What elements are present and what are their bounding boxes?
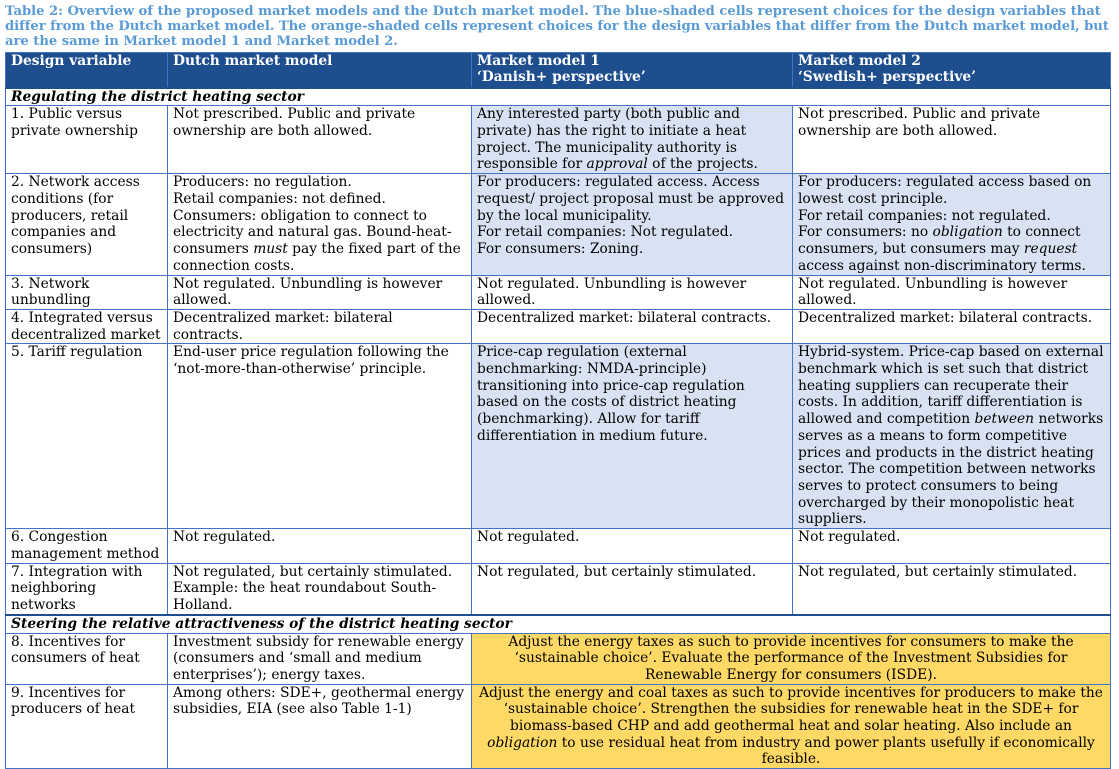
cell-model2: [793, 174, 1111, 275]
table-row: [6, 106, 1111, 174]
cell-model2: Not regulated, but certainly stimulated.: [793, 563, 1111, 615]
cell-dutch: [168, 174, 472, 275]
cell-line: Producers: no regulation.: [173, 174, 352, 191]
cell-model1: Not regulated. Unbundling is however allowed.: [472, 275, 793, 309]
cell-model1: [472, 174, 793, 275]
cell-dutch: Investment subsidy for renewable energy (consumers and ‘small and medium enterprises’); energy taxes.: [168, 633, 472, 684]
header-m2-subtitle: ‘Swedish+ perspective’: [798, 69, 976, 86]
cell-variable: 6. Congestion management method: [6, 529, 168, 563]
cell-model2: Decentralized market: bilateral contracts.: [793, 309, 1111, 343]
cell-dutch: Decentralized market: bilateral contracts.: [168, 309, 472, 343]
cell-variable: 7. Integration with neighboring networks: [6, 563, 168, 615]
table-row: [6, 529, 1111, 563]
cell-dutch: Not regulated, but certainly stimulated. Example: the heat roundabout South-Holland.: [168, 563, 472, 615]
cell-text: to connect consumers, but consumers may: [798, 224, 1081, 258]
cell-text: access against non-discriminatory terms.: [798, 257, 1086, 274]
cell-dutch: Not regulated.: [168, 529, 472, 563]
header-row: [6, 52, 1111, 88]
header-design-variable: Design variable: [6, 52, 168, 88]
cell-line: For consumers: Zoning.: [477, 241, 644, 258]
cell-emphasis: between: [974, 411, 1035, 428]
cell-model2: Not regulated.: [793, 529, 1111, 563]
cell-text: Adjust the energy and coal taxes as such to provide incentives for producers to make the ‘sustainable choice’. Strengthen the subsidies for renewable heat in the SDE+ for biomass-based CHP and add geothermal heat and solar heating. Also include an: [479, 684, 1103, 735]
table-row: [6, 684, 1111, 769]
cell-variable: 9. Incentives for producers of heat: [6, 684, 168, 769]
header-m1-title: Market model 1: [477, 52, 600, 69]
cell-emphasis: request: [1023, 241, 1078, 258]
cell-variable: 2. Network access conditions (for producers, retail companies and consumers): [6, 174, 168, 275]
header-m1-subtitle: ‘Danish+ perspective’: [477, 69, 646, 86]
cell-model2: Not regulated. Unbundling is however allowed.: [793, 275, 1111, 309]
cell-model2: [793, 344, 1111, 529]
cell-variable: 1. Public versus private ownership: [6, 106, 168, 174]
cell-line: For retail companies: not regulated.: [798, 207, 1051, 224]
market-model-table: [5, 52, 1111, 769]
cell-merged-models: Adjust the energy taxes as such to provide incentives for consumers to make the ‘sustainable choice’. Evaluate the performance of the Investment Subsidies for Renewable Energy for consumers (ISDE).: [472, 633, 1111, 684]
cell-text: For consumers: no: [798, 224, 933, 241]
table-row: [6, 309, 1111, 343]
cell-line: For retail companies: Not regulated.: [477, 224, 733, 241]
cell-variable: 5. Tariff regulation: [6, 344, 168, 529]
section-heading-attractiveness: Steering the relative attractiveness of the district heating sector: [6, 615, 1111, 633]
section-row: [6, 615, 1111, 633]
cell-line: For producers: regulated access. Access request/ project proposal must be approved by the local municipality.: [477, 174, 785, 224]
cell-text: Hybrid-system. Price-cap based on external benchmark which is set such that district heating suppliers can recuperate their costs. In addition, tariff differentiation is allowed and competition: [798, 344, 1104, 428]
table-row: [6, 563, 1111, 615]
cell-model2: Not prescribed. Public and private ownership are both allowed.: [793, 106, 1111, 174]
cell-dutch: Among others: SDE+, geothermal energy subsidies, EIA (see also Table 1-1): [168, 684, 472, 769]
cell-line: Retail companies: not defined.: [173, 191, 386, 208]
header-market-model-2: [793, 52, 1111, 88]
section-heading-regulation: Regulating the district heating sector: [6, 88, 1111, 106]
cell-variable: 3. Network unbundling: [6, 275, 168, 309]
cell-dutch: Not regulated. Unbundling is however allowed.: [168, 275, 472, 309]
cell-variable: 8. Incentives for consumers of heat: [6, 633, 168, 684]
section-row: [6, 88, 1111, 106]
table-row: [6, 344, 1111, 529]
cell-emphasis: approval: [586, 156, 648, 173]
header-dutch-model: Dutch market model: [168, 52, 472, 88]
cell-variable: 4. Integrated versus decentralized market: [6, 309, 168, 343]
cell-text: Consumers: obligation to connect to electricity and natural gas. Bound-heat-consumers: [173, 207, 452, 258]
cell-emphasis: obligation: [932, 224, 1003, 241]
cell-emphasis: obligation: [487, 734, 558, 751]
cell-model1: Price-cap regulation (external benchmarking: NMDA-principle) transitioning into price-cap regulation based on the costs of district heating (benchmarking). Allow for tariff differentiation in medium future.: [472, 344, 793, 529]
cell-text: to use residual heat from industry and power plants usefully if economically feasible.: [557, 734, 1095, 768]
cell-text: networks serves as a means to form competitive prices and products in the district heating sector. The competition between networks serves to protect consumers to being overcharged by their monopolistic heat suppliers.: [798, 411, 1104, 528]
header-market-model-1: [472, 52, 793, 88]
cell-merged-models: [472, 684, 1111, 769]
cell-model1: [472, 106, 793, 174]
cell-model1: Decentralized market: bilateral contracts.: [472, 309, 793, 343]
cell-line: For producers: regulated access based on lowest cost principle.: [798, 174, 1092, 208]
cell-dutch: End-user price regulation following the ‘not-more-than-otherwise’ principle.: [168, 344, 472, 529]
table-caption: Table 2: Overview of the proposed market models and the Dutch market model. The blue-shaded cells represent choices for the design variables that differ from the Dutch market model. The orange-shaded cells represent choices for the design variables that differ from the Dutch market model, but are the same in Market model 1 and Market model 2.: [5, 4, 1109, 50]
cell-text: pay the fixed part of the connection costs.: [173, 241, 461, 274]
cell-model1: Not regulated.: [472, 529, 793, 563]
table-row: [6, 174, 1111, 275]
document-page: [5, 0, 1110, 769]
cell-emphasis: must: [253, 241, 288, 258]
table-row: [6, 633, 1111, 684]
cell-text: of the projects.: [647, 156, 758, 173]
cell-model1: Not regulated, but certainly stimulated.: [472, 563, 793, 615]
header-m2-title: Market model 2: [798, 52, 921, 69]
table-row: [6, 275, 1111, 309]
cell-dutch: Not prescribed. Public and private ownership are both allowed.: [168, 106, 472, 174]
cell-text: Any interested party (both public and private) has the right to initiate a heat project. The municipality authority is responsible for: [477, 106, 747, 173]
